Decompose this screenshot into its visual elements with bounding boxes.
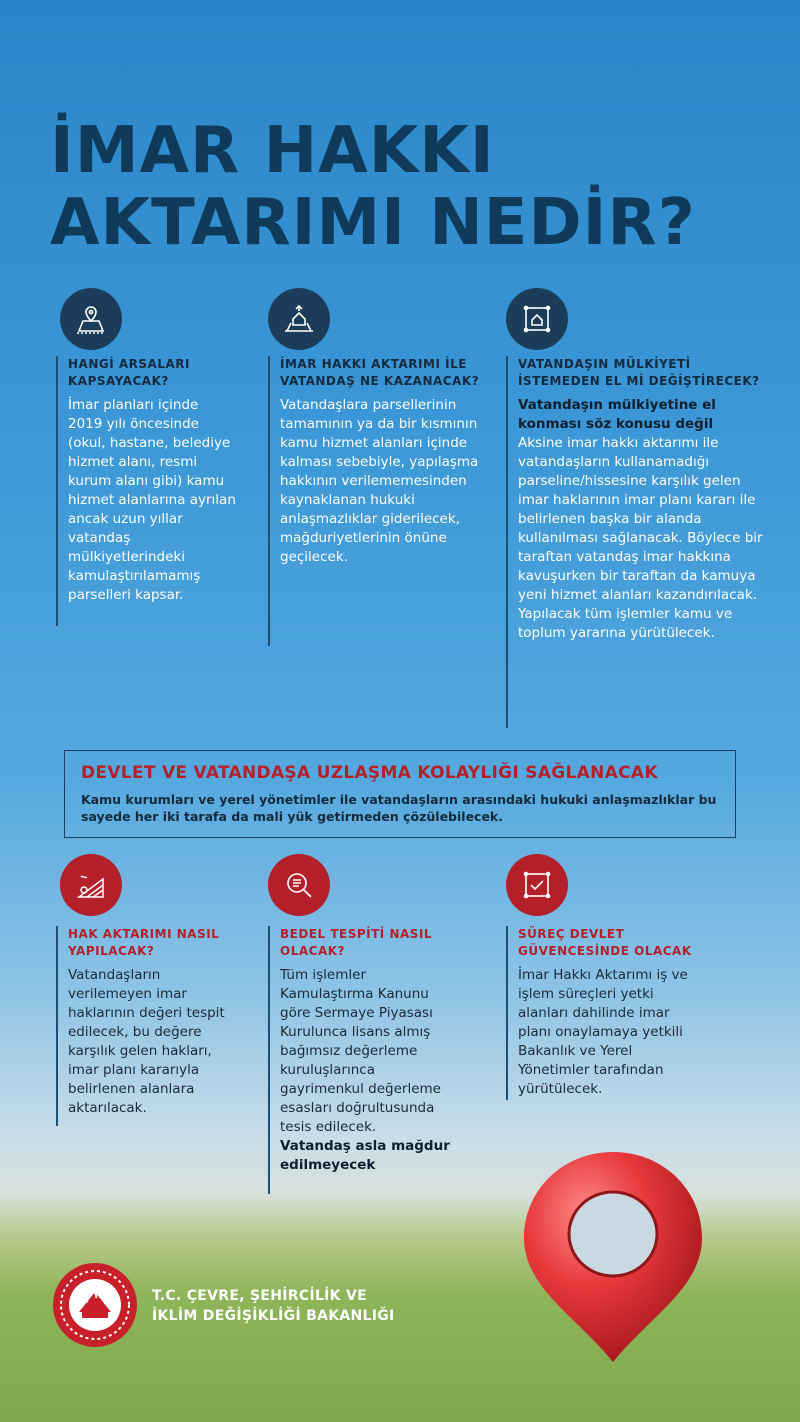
section-ownership <box>506 356 768 728</box>
section-body: Tüm işlemler Kamulaştırma Kanunu göre Sermaye Piyasası Kurulunca lisans almış bağımsız değerleme kuruluşlarınca gayrimenkul değerleme esasları doğrultusunda tesis edilecek. <box>280 967 441 1135</box>
ministry-name <box>152 1286 395 1326</box>
ministry-name-line-1: T.C. ÇEVRE, ŞEHİRCİLİK VE <box>152 1288 368 1304</box>
checked-frame-icon <box>506 854 568 916</box>
page-title <box>50 115 750 259</box>
section-valuation <box>268 926 462 1194</box>
section-state-guarantee <box>506 926 706 1100</box>
section-lead: Vatandaşın mülkiyetine el konması söz konusu değil <box>518 397 716 432</box>
section-heading: SÜREÇ DEVLET GÜVENCESİNDE OLACAK <box>518 927 692 958</box>
section-citizen-gain <box>268 356 480 646</box>
house-frame-icon <box>506 288 568 350</box>
section-body: Vatandaşların verilemeyen imar haklarının değeri tespit edilecek, bu değere karşılık gelen hakları, imar planı kararıyla belirlenen alanlara aktarılacak. <box>68 967 225 1116</box>
land-transfer-icon <box>60 854 122 916</box>
ministry-name-line-2: İKLİM DEĞİŞİKLİĞİ BAKANLIĞI <box>152 1308 395 1324</box>
section-heading: HANGİ ARSALARI KAPSAYACAK? <box>68 357 190 388</box>
section-heading: HAK AKTARIMI NASIL YAPILACAK? <box>68 927 220 958</box>
valuation-search-icon <box>268 854 330 916</box>
section-coverage <box>56 356 236 626</box>
section-body: İmar Hakkı Aktarımı iş ve işlem süreçleri yetki alanları dahilinde imar planı onaylamaya yetkili Bakanlık ve Yerel Yönetimler tarafından yürütülecek. <box>518 967 688 1097</box>
title-line-1: İMAR HAKKI <box>50 114 495 188</box>
section-body: Aksine imar hakkı aktarımı ile vatandaşların kullanamadığı parseline/hissesine karşılık gelen imar haklarının imar planı kararı ile belirlenen başka bir alanda kullanılması sağlanacak. Böylece bir taraftan vatandaş imar hakkına kavuşurken bir taraftan da kamuya yeni hizmet alanları kazandırılacak. Yapılacak tüm işlemler kamu ve toplum yararına yürütülecek. <box>518 435 763 641</box>
banner-text: Kamu kurumları ve yerel yönetimler ile vatandaşların arasındaki hukuki anlaşmazlıklar bu sayede her iki tarafa da mali yük getirmeden çözülebilecek. <box>81 792 717 824</box>
location-pin-icon <box>518 1148 708 1366</box>
section-heading: VATANDAŞIN MÜLKİYETİ İSTEMEDEN EL Mİ DEĞİŞTİRECEK? <box>518 357 760 388</box>
title-line-2: AKTARIMI NEDİR? <box>50 186 696 260</box>
section-body: Vatandaşlara parsellerinin tamamının ya da bir kısmının kamu hizmet alanları içinde kalması sebebiyle, yapılaşma hakkının verilememesinden kaynaklanan hukuki anlaşmazlıklar giderilecek, mağduriyetlerinin önüne geçilecek. <box>280 397 479 565</box>
section-tail: Vatandaş asla mağdur edilmeyecek <box>280 1138 450 1173</box>
agreement-banner <box>64 750 736 838</box>
section-body: İmar planları içinde 2019 yılı öncesinde (okul, hastane, belediye hizmet alanı, resmi kurum alanı gibi) kamu hizmet alanlarına ayrılan ancak uzun yıllar vatandaş mülkiyetlerindeki kamulaştırılamamış parselleri kapsar. <box>68 397 236 603</box>
parcel-pin-icon <box>60 288 122 350</box>
ministry-seal-icon <box>52 1262 138 1348</box>
house-transfer-icon <box>268 288 330 350</box>
section-heading: BEDEL TESPİTİ NASIL OLACAK? <box>280 927 433 958</box>
section-transfer-method <box>56 926 234 1126</box>
banner-title: DEVLET VE VATANDAŞA UZLAŞMA KOLAYLIĞI SAĞLANACAK <box>81 763 658 783</box>
section-heading: İMAR HAKKI AKTARIMI İLE VATANDAŞ NE KAZANACAK? <box>280 357 480 388</box>
